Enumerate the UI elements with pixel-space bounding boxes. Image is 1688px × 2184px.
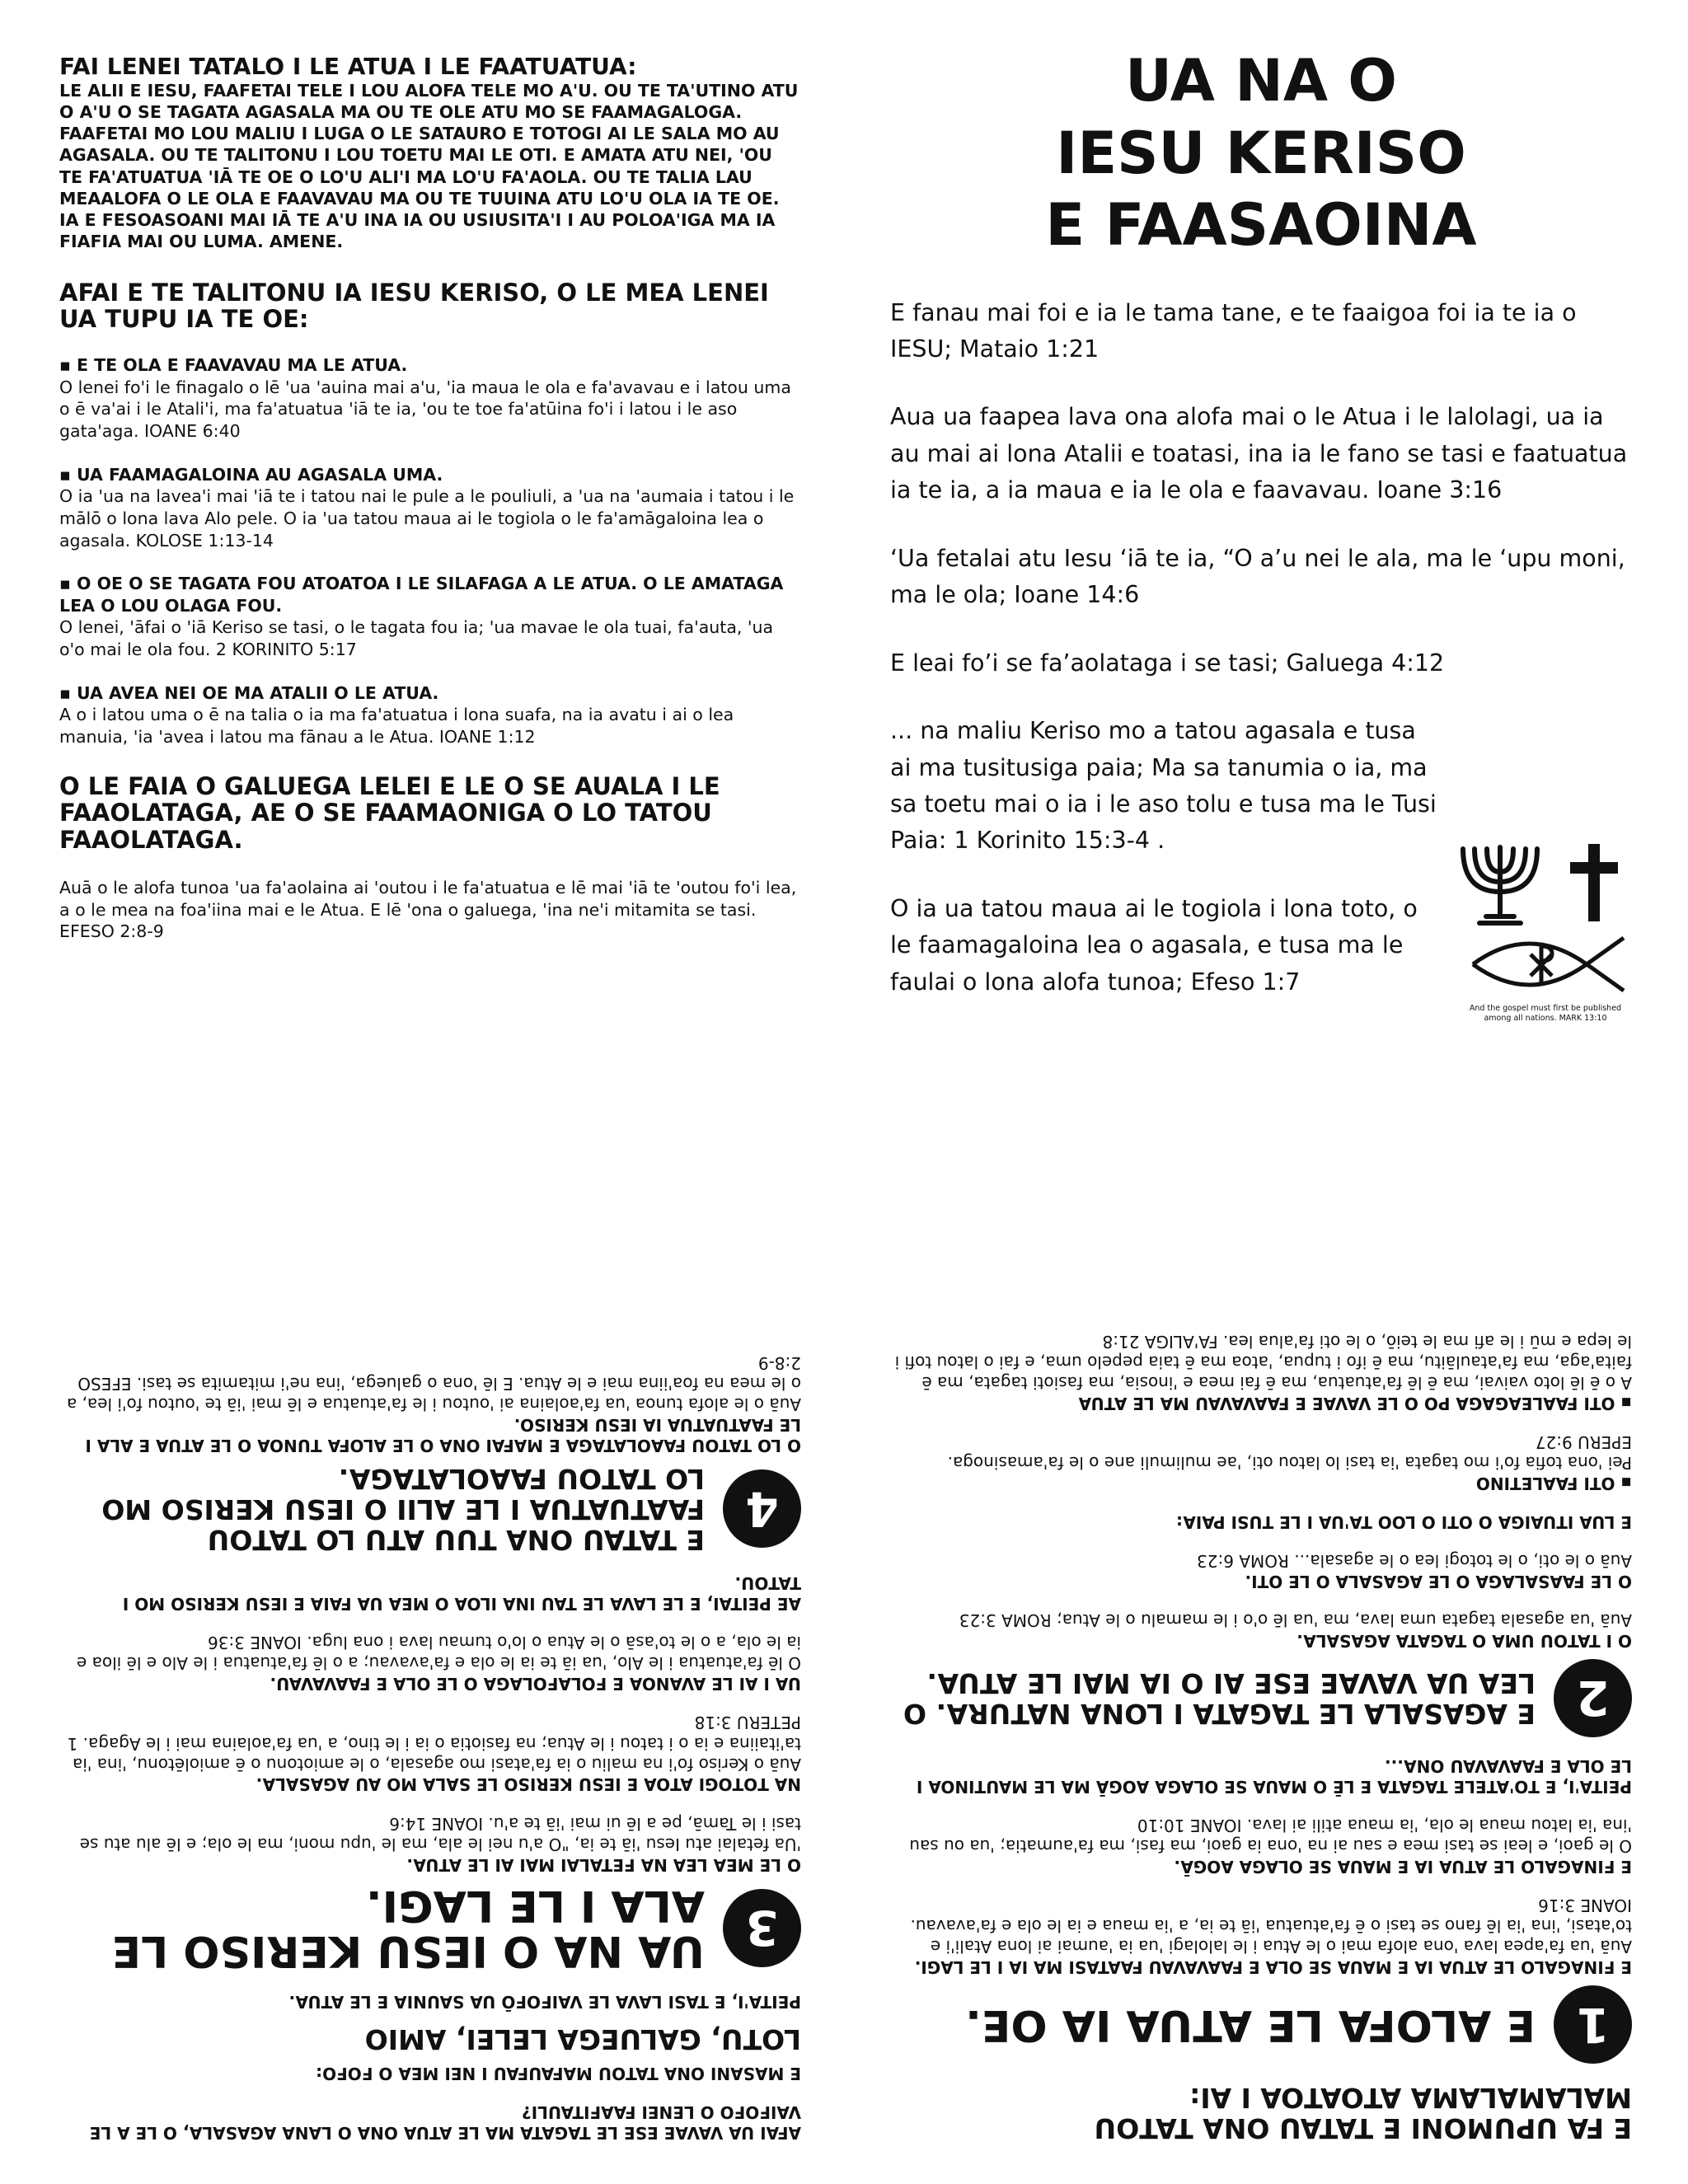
step-4-row	[59, 1464, 801, 1555]
step-4a-caption: O LO TATOU FAAOLATAGA E MAFAI ONA O LE ALOFA TUNOA O LE ATUA E ALA I LE FAATUATUA IA IESU KERISO.	[85, 1414, 801, 1455]
prayer-title: FAI LENEI TATALO I LE ATUA I LE FAATUATUA:	[59, 53, 637, 80]
step-4-badge: 4	[723, 1469, 801, 1548]
common-solutions-caption: E MASANI ONA TATOU MAFAUFAU I NEI MEA O FOFO:	[316, 2064, 801, 2084]
bullet-text: A o i latou uma o ē na talia o ia ma fa'atuatua i lona suafa, na ia avatu i ai o lea manuia, 'ia 'avea i latou ma fānau a le Atua. IOANE 1:12	[59, 705, 734, 747]
step-3-heading: UA NA O IESU KERISO LE ALA I LE LAGI.	[111, 1881, 705, 1975]
bullet-heading: ▪ E TE OLA E FAAVAVAU MA LE ATUA.	[59, 355, 408, 376]
cover-title-line: E FAASAOINA	[1045, 191, 1477, 259]
bullet-child-of-god	[59, 682, 801, 748]
step-1-heading: E ALOFA LE ATUA IA OE.	[965, 1999, 1536, 2050]
bullet-heading: ▪ O OE O SE TAGATA FOU ATOATOA I LE SILAFAGA A LE ATUA. O LE AMATAGA LEA O LOU OLAGA FOU.	[59, 574, 784, 616]
step-1-badge: 1	[1554, 1985, 1632, 2064]
prayer-body: LE ALII E IESU, FAAFETAI TELE I LOU ALOFA TELE MO A'U. OU TE TA'UTINO ATU O A'U O SE TAGATA AGASALA MA OU TE OLE ATU MO SE FAAMAGALOGA. FAAFETAI MO LOU MALIU I LUGA O LE SATAURO E TOTOGI AI LE SALA MO AU AGASALA. OU TE TALITONU I LOU TOETU MAI LE OTI. E AMATA ATU NEI, 'OU TE FA'ATUATUA 'IĀ TE OE O LO'U ALI'I MA LO'U FA'AOLA. OU TE TALIA LAU MEAALOFA O LE OLA E FAAVAVAU MA OU TE TUUINA ATU LO'U OLA IA TE OE. IA E FESOASOANI MAI IĀ TE A'U INA IA OU USIUSITA'I I AU POLOA'IGA MA IA FIAFIA MAI OU LUMA. AMENE.	[59, 80, 799, 252]
cover-title-line: IESU KERISO	[1056, 119, 1466, 187]
section2-title: O LE FAIA O GALUEGA LELEI E LE O SE AUALA I LE FAAOLATAGA, AE O SE FAAMAONIGA O LO TATOU FAAOLATAGA.	[59, 771, 720, 855]
panel-steps-3-4	[59, 1146, 801, 2143]
step-1a-caption: E FINAGALO LE ATUA IA E MAUA SE OLA E FAAVAVAU FAATASI MA IA I LE LAGI.	[914, 1957, 1632, 1978]
step-2-row	[890, 1659, 1632, 1737]
fish-icon	[1473, 938, 1624, 991]
step-3b-text: Auā o Keriso fo'i na maliu o ia fa'atasi mo agasala, o le amiotonu o ē amiolētonu, 'ina 'ia ta'itaiina e ia o i tatou i le Atua; na fasiotia o ia i le tino, a 'ua fa'aolaina mai i le Agaga. 1 PETERU 3:18	[67, 1713, 801, 1774]
step-1b-caption: E FINAGALO LE ATUA IA E MAUA SE OLAGA AOGĀ.	[1174, 1856, 1632, 1877]
cross-icon	[1570, 844, 1618, 921]
common-solutions-heading: LOTU, GALUEGA LELEI, AMIO	[364, 2022, 801, 2055]
section-title: AFAI E TE TALITONU IA IESU KERISO, O LE MEA LENEI UA TUPU IA TE OE:	[59, 278, 769, 334]
symbols-group	[1455, 841, 1644, 1024]
step-3-badge: 3	[723, 1889, 801, 1967]
bullet-eternal-life	[59, 354, 801, 443]
panel-prayer	[59, 54, 801, 1034]
bullet-text: O lenei, 'āfai o 'iā Keriso se tasi, o le tagata fou ia; 'ua mavae le ola tuai, fa'auta, 'ua o'o mai le ola fou. 2 KORINITO 5:17	[59, 617, 774, 660]
step-4-heading: E TATAU ONA TUU ATU LO TATOU FAATUATUA I LE ALII O IESU KERISO MO LO TATOU FAAOLATAGA.	[101, 1463, 705, 1557]
step-3-row	[59, 1883, 801, 1973]
panel-steps-1-2	[890, 1146, 1632, 2143]
step-2a-text: Auā 'ua agasala tagata uma lava, ma 'ua lē o'o i le mamalu o le Atua; ROMA 3:23	[959, 1610, 1632, 1631]
verse-korinito: ... na maliu Keriso mo a tatou agasala e tusa ai ma tusitusiga paia; Ma sa tanumia o ia, ma sa toetu mai o ia i le aso tolu e tusa ma le Tusi Paia: 1 Korinito 15:3-4 .	[890, 717, 1437, 855]
one-solution-caption: PEITA'I, E TASI LAVA LE VAIFOFŌ UA SAUNIA E LE ATUA.	[288, 1991, 801, 2012]
step-2-badge: 2	[1554, 1659, 1632, 1737]
four-truths-heading: E FA UPUMONI E TATAU ONA TATOU MALAMALAMA ATOATOA I AI:	[1094, 2082, 1632, 2144]
step-2e-caption: ▪ OTI FAALEAGAGA PO O LE VAVAE E FAAVAVAU MA LE ATUA	[1078, 1394, 1632, 1414]
step-1c-caption: PEITA'I, E TO'ATELE TAGATA E LĒ O MAUA SE OLAGA AOGĀ MA LE MAUTINOA I LE OLA E FAAVAVAU ONA...	[916, 1755, 1632, 1797]
verse-mataio: E fanau mai foi e ia le tama tane, e te faaigoa foi ia te ia o IESU; Mataio 1:21	[890, 298, 1577, 363]
step-2c-caption: E LUA ITUAIGA O OTI O LOO TA'UA I LE TUSI PAIA:	[1176, 1512, 1632, 1532]
menorah-cross-fish-icon	[1455, 841, 1636, 997]
step-3b-caption: NA TOTOGI ATOA E IESU KERISO LE SALA MO AU AGASALA.	[256, 1774, 801, 1795]
step-2a-caption: O I TATOU UMA O TAGATA AGASALA.	[1296, 1630, 1632, 1651]
closing-verse: Auā o le alofa tunoa 'ua fa'aolaina ai 'outou i le fa'atuatua e lē mai 'iā te 'outou fo'i lea, a o le mea na foa'iina mai e le Atua. E lē 'ona o galuega, 'ina ne'i mitamita se tasi. EFESO 2:8-9	[59, 877, 797, 942]
step-3c-text: O lē fa'atuatua i le Alo, 'ua iā te ia le ola e fa'avavau; a o lē fa'atuatua i le Alo e lē iloa e ia le ola, a o le to'asā o le Atua o lo'o tumau lava i ona luga. IOANE 3:36	[76, 1633, 801, 1674]
step-2e-text: A o ē lē loto vaivai, ma ē lē fa'atuatua, ma ē fai mea e 'inosia, ma fasioti tagata, ma ē faita'aga, ma fa'ataulāitu, ma ē ifo i tupua, 'atoa ma ē taia pepelo uma, e fai o latou tofi i le lepa e mū i le afi ma le teiō, o le oti fa'alua lea. FA'ALIGA 21:8	[894, 1331, 1632, 1394]
step-3a-caption: O LE MEA LEA NA FETALAI MAI AI LE ATUA.	[406, 1854, 801, 1875]
step-1a-text: Auā 'ua fa'apea lava 'ona alofa mai o le Atua i le lalolagi 'ua ia 'aumai ai lona Atali'i e to'atasi, 'ina 'ia lē fano se tasi o ē fa'atuatua 'iā te ia, a 'ia maua e ia le ola e fa'avavau. IOANE 3:16	[910, 1895, 1632, 1957]
menorah-icon	[1463, 847, 1537, 923]
step-3c-caption: UA I AI LE AVANOA E FOLAFOLAGA O LE OLA E FAAVAVAU.	[270, 1674, 801, 1694]
step-2d-text: Pei 'ona tofia fo'i mo tagata 'ia tasi lo latou oti, 'ae mulimuli ane o le fa'amasinoga. EPERU 9:27	[947, 1432, 1632, 1474]
cover-title	[890, 45, 1632, 262]
cover-title-line: UA NA O	[1125, 47, 1397, 115]
step-2b-caption: O LE FAASALAGA O LE AGASALA O LE OTI.	[1245, 1571, 1632, 1591]
step-3a-text: 'Ua fetalai atu Iesu 'iā te ia, "O a'u nei le ala, ma le 'upu moni, ma le ola; e lē alu atu se tasi i le Tamā, pe a lē ui mai 'iā te a'u. IOANE 14:6	[79, 1813, 801, 1854]
verse-ioane-3-16: Aua ua faapea lava ona alofa mai o le Atua i le lalolagi, ua ia au mai ai lona Atalii e toatasi, ina ia le fano se tasi e faatuatua ia te ia, a ia maua e ia le ola e faavavau. Ioane 3:16	[890, 403, 1628, 504]
step-4a-text: Auā o le alofa tunoa 'ua fa'aolaina ai 'outou i le fa'atuatua e lē mai 'iā te 'outou fo'i lea, a o le mea na foa'iina mai e le Atua. E lē 'ona o galuega, 'ina ne'i mitamita se tasi. EFESO 2:8-9	[66, 1352, 801, 1414]
bullet-text: O ia 'ua na lavea'i mai 'iā te i tatou nai le pule a le pouliuli, a 'ua na 'aumaia i tatou i le mālō o lona lava Alo pele. O ia 'ua tatou maua ai le togiola o le fa'amāgaloina lea o agasala. KOLOSE 1:13-14	[59, 486, 795, 551]
verse-galuega: E leai fo’i se fa’aolataga i se tasi; Galuega 4:12	[890, 649, 1445, 677]
step-3d-caption: AE PEITAI, E LE LAVA LE TAU INA ILOA O MEA UA FAIA E IESU KERISO MO I TATOU.	[122, 1573, 801, 1614]
bullet-text: O lenei fo'i le finagalo o lē 'ua 'auina mai a'u, 'ia maua le ola e fa'avavau e i latou uma o ē va'ai i le Atali'i, ma fa'atuatua 'iā te ia, 'ou te toe fa'atūina fo'i i latou i le aso gata'aga. IOANE 6:40	[59, 377, 791, 441]
step-1b-text: O le gaoi, e leai se tasi mea e sau ai na 'ona ia gaoi, ma fasi, ma fa'aumatia; 'ua ou sau 'ina 'ia latou maua le ola, 'ia maua atili ai lava. IOANE 10:10	[909, 1815, 1632, 1856]
bullet-forgiven	[59, 464, 801, 552]
mark-13-10-note: And the gospel must first be published among all nations. MARK 13:10	[1469, 1004, 1622, 1023]
panel-cover	[890, 45, 1632, 1043]
verse-ioane-14-6: ‘Ua fetalai atu Iesu ‘iā te ia, “O a’u nei le ala, ma le ‘upu moni, ma le ola; Ioane 14:6	[890, 544, 1625, 609]
intro-question: AFAI UA VAVAE ESE LE TAGATA MA LE ATUA ONA O LANA AGASALA, O LE A LE VAIFOFO O LENEI FAAFITAULI?	[89, 2102, 801, 2143]
bullet-heading: ▪ UA FAAMAGALOINA AU AGASALA UMA.	[59, 464, 443, 485]
bullet-new-creation	[59, 573, 801, 661]
verse-efeso: O ia ua tatou maua ai le togiola i lona toto, o le faamagaloina lea o agasala, e tusa ma le faulai o lona alofa tunoa; Efeso 1:7	[890, 894, 1418, 996]
bullet-heading: ▪ UA AVEA NEI OE MA ATALII O LE ATUA.	[59, 682, 439, 703]
step-1-row	[890, 1985, 1632, 2064]
step-2d-caption: ▪ OTI FAALETINO	[1475, 1474, 1632, 1494]
step-2b-text: Auā o le oti, o le totogi lea o le agasala... ROMA 6:23	[1197, 1551, 1632, 1572]
step-2-heading: E AGASALA LE TAGATA I LONA NATURA. O LEA UA VAVAE ESE AI O IA MAI LE ATUA.	[903, 1667, 1536, 1731]
